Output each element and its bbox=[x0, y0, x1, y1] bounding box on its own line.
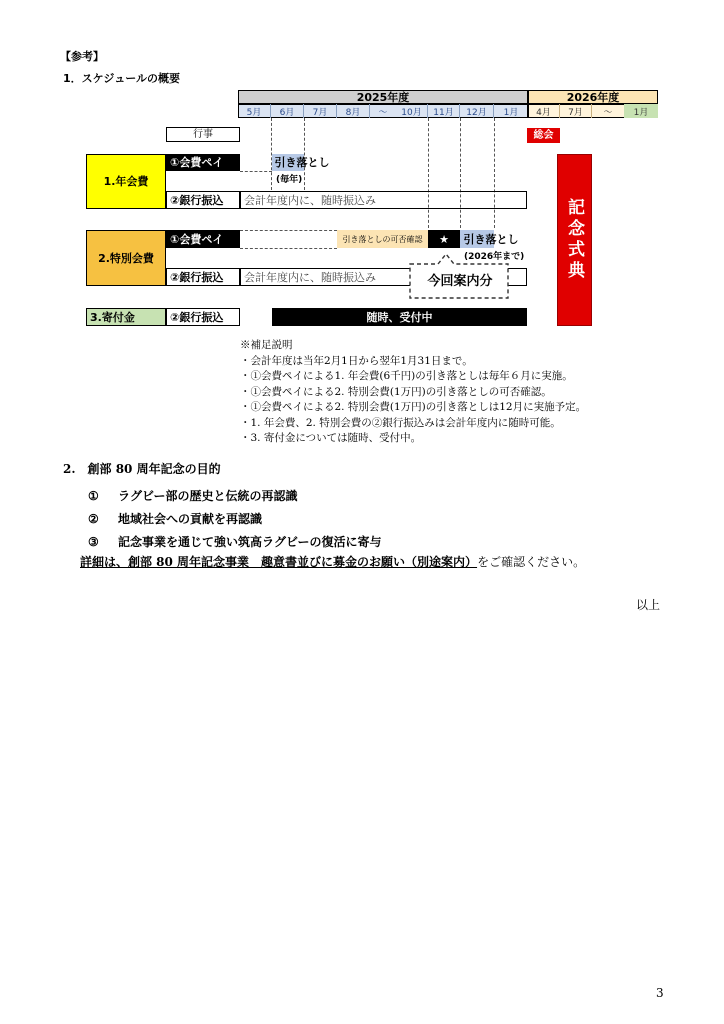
month-cell: 1月 bbox=[503, 107, 519, 118]
guide-line bbox=[304, 118, 305, 190]
month-cell: 〜 bbox=[378, 107, 388, 118]
special-fee-label: 2.特別会費 bbox=[86, 230, 166, 286]
guide-line bbox=[240, 171, 272, 172]
month-cell: 12月 bbox=[460, 104, 494, 118]
withdrawal-text: 引き落とし bbox=[463, 232, 519, 246]
general-meeting-badge: 総会 bbox=[527, 128, 560, 143]
special-bank-transfer: ②銀行振込 bbox=[166, 268, 240, 286]
note-line: ・1. 年会費、2. 特別会費の②銀行振込みは会計年度内に随時可能。 bbox=[240, 416, 561, 429]
page-number: 3 bbox=[656, 986, 664, 1000]
annual-transfer-note: 会計年度内に、随時振込み bbox=[240, 191, 527, 209]
star-marker: ★ bbox=[428, 230, 460, 248]
anytime-bar: 随時、受付中 bbox=[272, 308, 527, 326]
donation-bank-transfer: ②銀行振込 bbox=[166, 308, 240, 326]
end-mark: 以上 bbox=[636, 598, 661, 612]
events-label: 行事 bbox=[166, 127, 240, 142]
month-cell: 11月 bbox=[428, 104, 460, 118]
purpose-item: ② 地域社会への貢献を再認識 bbox=[88, 512, 263, 526]
month-cell: 10月 bbox=[396, 104, 428, 118]
purpose-list bbox=[88, 485, 382, 554]
note-line: ・①会費ペイによる1. 年会費(6千円)の引き落としは毎年６月に実施。 bbox=[240, 370, 573, 382]
month-cell: 〜 bbox=[603, 107, 613, 118]
section2-title: 2. 創部 80 周年記念の目的 bbox=[63, 462, 221, 476]
note-line: ・①会費ペイによる2. 特別会費(1万円)の引き落としの可否確認。 bbox=[240, 385, 552, 398]
guide-line bbox=[494, 118, 495, 228]
special-pay-method: ①会費ペイ bbox=[166, 230, 240, 248]
month-cell: 1月 bbox=[624, 104, 658, 118]
withdrawal-text: 引き落とし bbox=[274, 156, 330, 169]
annual-fee-label: 1.年会費 bbox=[86, 154, 166, 209]
purpose-item: ① ラグビー部の歴史と伝統の再認識 bbox=[88, 489, 298, 503]
special-transfer-note: 会計年度内に、随時振込み bbox=[240, 268, 527, 286]
purpose-item: ③ 記念事業を通じて強い筑高ラグビーの復活に寄与 bbox=[88, 535, 382, 549]
annual-bank-transfer: ②銀行振込 bbox=[166, 191, 240, 209]
month-cell: 8月 bbox=[337, 104, 370, 118]
month-cell: 7月 bbox=[304, 104, 337, 118]
detail-link[interactable]: 詳細は、創部 80 周年記念事業 趣意書並びに募金のお願い（別途案内） bbox=[80, 555, 478, 569]
ceremony-bar bbox=[557, 154, 592, 326]
guide-line bbox=[428, 118, 429, 228]
note-line: ・3. 寄付金については随時、受付中。 bbox=[240, 432, 422, 444]
section1-title: 1．スケジュールの概要 bbox=[63, 72, 180, 85]
note-line: ・会計年度は当年2月1日から翌年1月31日まで。 bbox=[240, 354, 473, 367]
guide-line bbox=[460, 118, 461, 228]
yearly-note: (毎年) bbox=[276, 175, 303, 185]
year-2025-label: 2025年度 bbox=[238, 90, 528, 104]
donation-label: 3.寄付金 bbox=[86, 308, 166, 326]
month-cell: 7月 bbox=[560, 104, 592, 118]
note-line: ・①会費ペイによる2. 特別会費(1万円)の引き落としは12月に実施予定。 bbox=[240, 401, 587, 413]
month-cell: 6月 bbox=[271, 104, 304, 118]
annual-pay-method: ①会費ペイ bbox=[166, 154, 240, 171]
month-cell: 5月 bbox=[238, 104, 271, 118]
reference-heading: 【参考】 bbox=[60, 50, 104, 63]
notes-heading: ※補足説明 bbox=[240, 339, 293, 351]
month-cell: 4月 bbox=[528, 104, 560, 118]
year-2026-label: 2026年度 bbox=[528, 90, 658, 104]
guide-line bbox=[240, 248, 337, 249]
guide-line bbox=[240, 230, 337, 231]
annual-withdrawal bbox=[272, 154, 330, 171]
notes-block bbox=[240, 338, 586, 447]
until-2026-note: (2026年まで) bbox=[464, 252, 525, 262]
detail-line bbox=[80, 553, 585, 570]
confirm-note: 引き落としの可否確認 bbox=[337, 230, 428, 248]
detail-suffix: をご確認ください。 bbox=[477, 555, 586, 569]
special-withdrawal bbox=[460, 230, 519, 248]
ceremony-label: 記念式典 bbox=[564, 198, 584, 282]
current-guide-label: 今回案内分 bbox=[427, 273, 493, 289]
